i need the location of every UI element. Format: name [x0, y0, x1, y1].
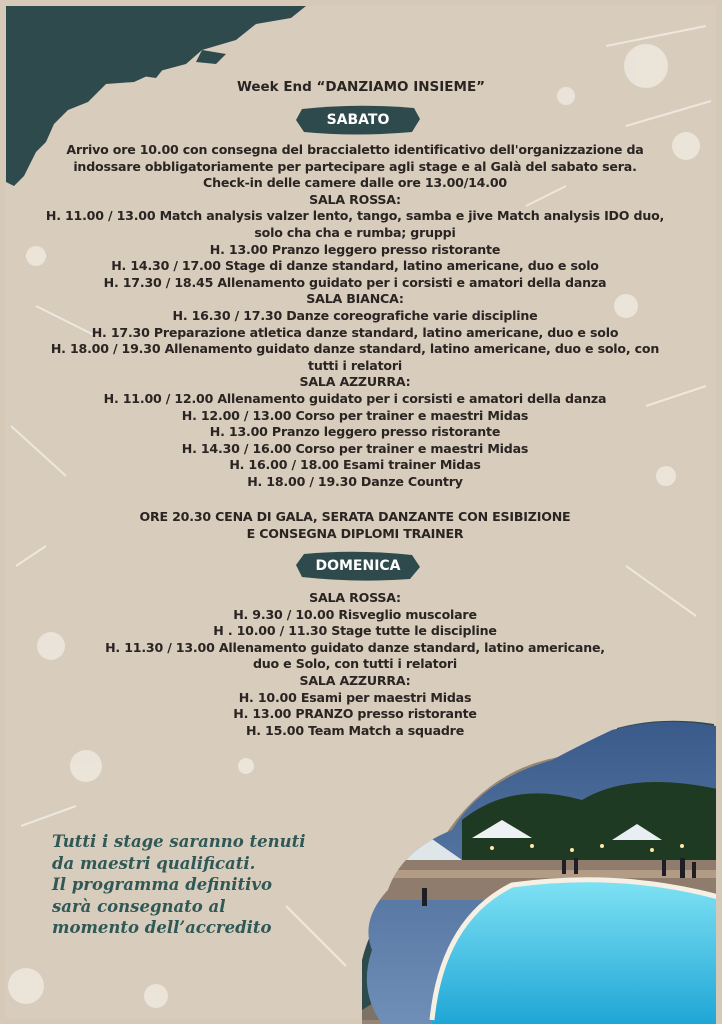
schedule-line: H. 11.30 / 13.00 Allenamento guidato danze standard, latino americane, [105, 639, 605, 655]
footer-line: sarà consegnato al [52, 896, 226, 916]
sala-rossa-heading: SALA ROSSA: [309, 191, 401, 207]
schedule-line: H. 18.00 / 19.30 Danze Country [247, 473, 463, 489]
footer-line: Tutti i stage saranno tenuti [52, 832, 306, 851]
sabato-intro-line: indossare obbligatoriamente per partecipare agli stage e al Galà del sabato sera. [73, 158, 637, 174]
schedule-line: H. 13.00 Pranzo leggero presso ristorante [209, 241, 501, 257]
schedule-line: tutti i relatori [308, 357, 402, 373]
schedule-line: H. 15.00 Team Match a squadre [245, 722, 465, 738]
schedule-line: H . 10.00 / 11.30 Stage tutte le discipline [213, 623, 497, 639]
sabato-schedule [30, 142, 680, 490]
sabato-badge-label: SABATO [326, 112, 390, 128]
domenica-schedule [30, 590, 680, 739]
schedule-line: duo e Solo, con tutti i relatori [252, 656, 458, 672]
sala-azzurra-heading: SALA AZZURRA: [299, 374, 411, 390]
domenica-badge [296, 551, 420, 581]
domenica-badge-label: DOMENICA [315, 558, 401, 574]
schedule-line: H. 9.30 / 10.00 Risveglio muscolare [233, 606, 477, 622]
footer-note [52, 831, 342, 939]
schedule-line: H. 13.00 Pranzo leggero presso ristorante [209, 424, 501, 440]
schedule-line: H. 13.00 PRANZO presso ristorante [233, 706, 477, 722]
sala-rossa-heading: SALA ROSSA: [309, 590, 401, 605]
schedule-line: H. 18.00 / 19.30 Allenamento guidato danze standard, latino americane, duo e solo, con [50, 341, 660, 357]
schedule-line: H. 17.30 Preparazione atletica danze standard, latino americane, duo e solo [91, 324, 619, 340]
schedule-line: H. 14.30 / 16.00 Corso per trainer e maestri Midas [181, 440, 529, 456]
schedule-line: H. 11.00 / 12.00 Allenamento guidato per i corsisti e amatori della danza [103, 390, 607, 406]
sabato-badge [296, 105, 420, 135]
schedule-line: solo cha cha e rumba; gruppi [254, 224, 456, 240]
sabato-intro-line: Arrivo ore 10.00 con consegna del braccialetto identificativo dell'organizzazione da [66, 142, 644, 157]
schedule-line: H. 16.00 / 18.00 Esami trainer Midas [229, 457, 481, 473]
sabato-intro-line: Check-in delle camere dalle ore 13.00/14.00 [203, 175, 507, 191]
gala-notice [30, 509, 680, 542]
schedule-line: H. 10.00 Esami per maestri Midas [238, 689, 472, 705]
gala-line: ORE 20.30 CENA DI GALA, SERATA DANZANTE CON ESIBIZIONE [139, 509, 571, 524]
footer-line: da maestri qualificati. [52, 853, 256, 873]
footer-line: Il programma definitivo [52, 875, 273, 894]
schedule-line: H. 17.30 / 18.45 Allenamento guidato per i corsisti e amatori della danza [103, 274, 607, 290]
schedule-line: H. 14.30 / 17.00 Stage di danze standard, latino americane, duo e solo [111, 258, 599, 274]
gala-line: E CONSEGNA DIPLOMI TRAINER [246, 525, 464, 541]
sala-bianca-heading: SALA BIANCA: [306, 291, 404, 307]
schedule-line: H. 11.00 / 13.00 Match analysis valzer lento, tango, samba e jive Match analysis IDO duo, [45, 208, 665, 224]
pool-venue-photo [362, 720, 722, 1024]
sala-azzurra-heading: SALA AZZURRA: [299, 672, 411, 688]
event-title: Week End “DANZIAMO INSIEME” [236, 79, 486, 95]
footer-line: momento dell’accredito [52, 918, 272, 937]
schedule-line: H. 12.00 / 13.00 Corso per trainer e maestri Midas [181, 407, 529, 423]
schedule-line: H. 16.30 / 17.30 Danze coreografiche varie discipline [172, 307, 538, 323]
